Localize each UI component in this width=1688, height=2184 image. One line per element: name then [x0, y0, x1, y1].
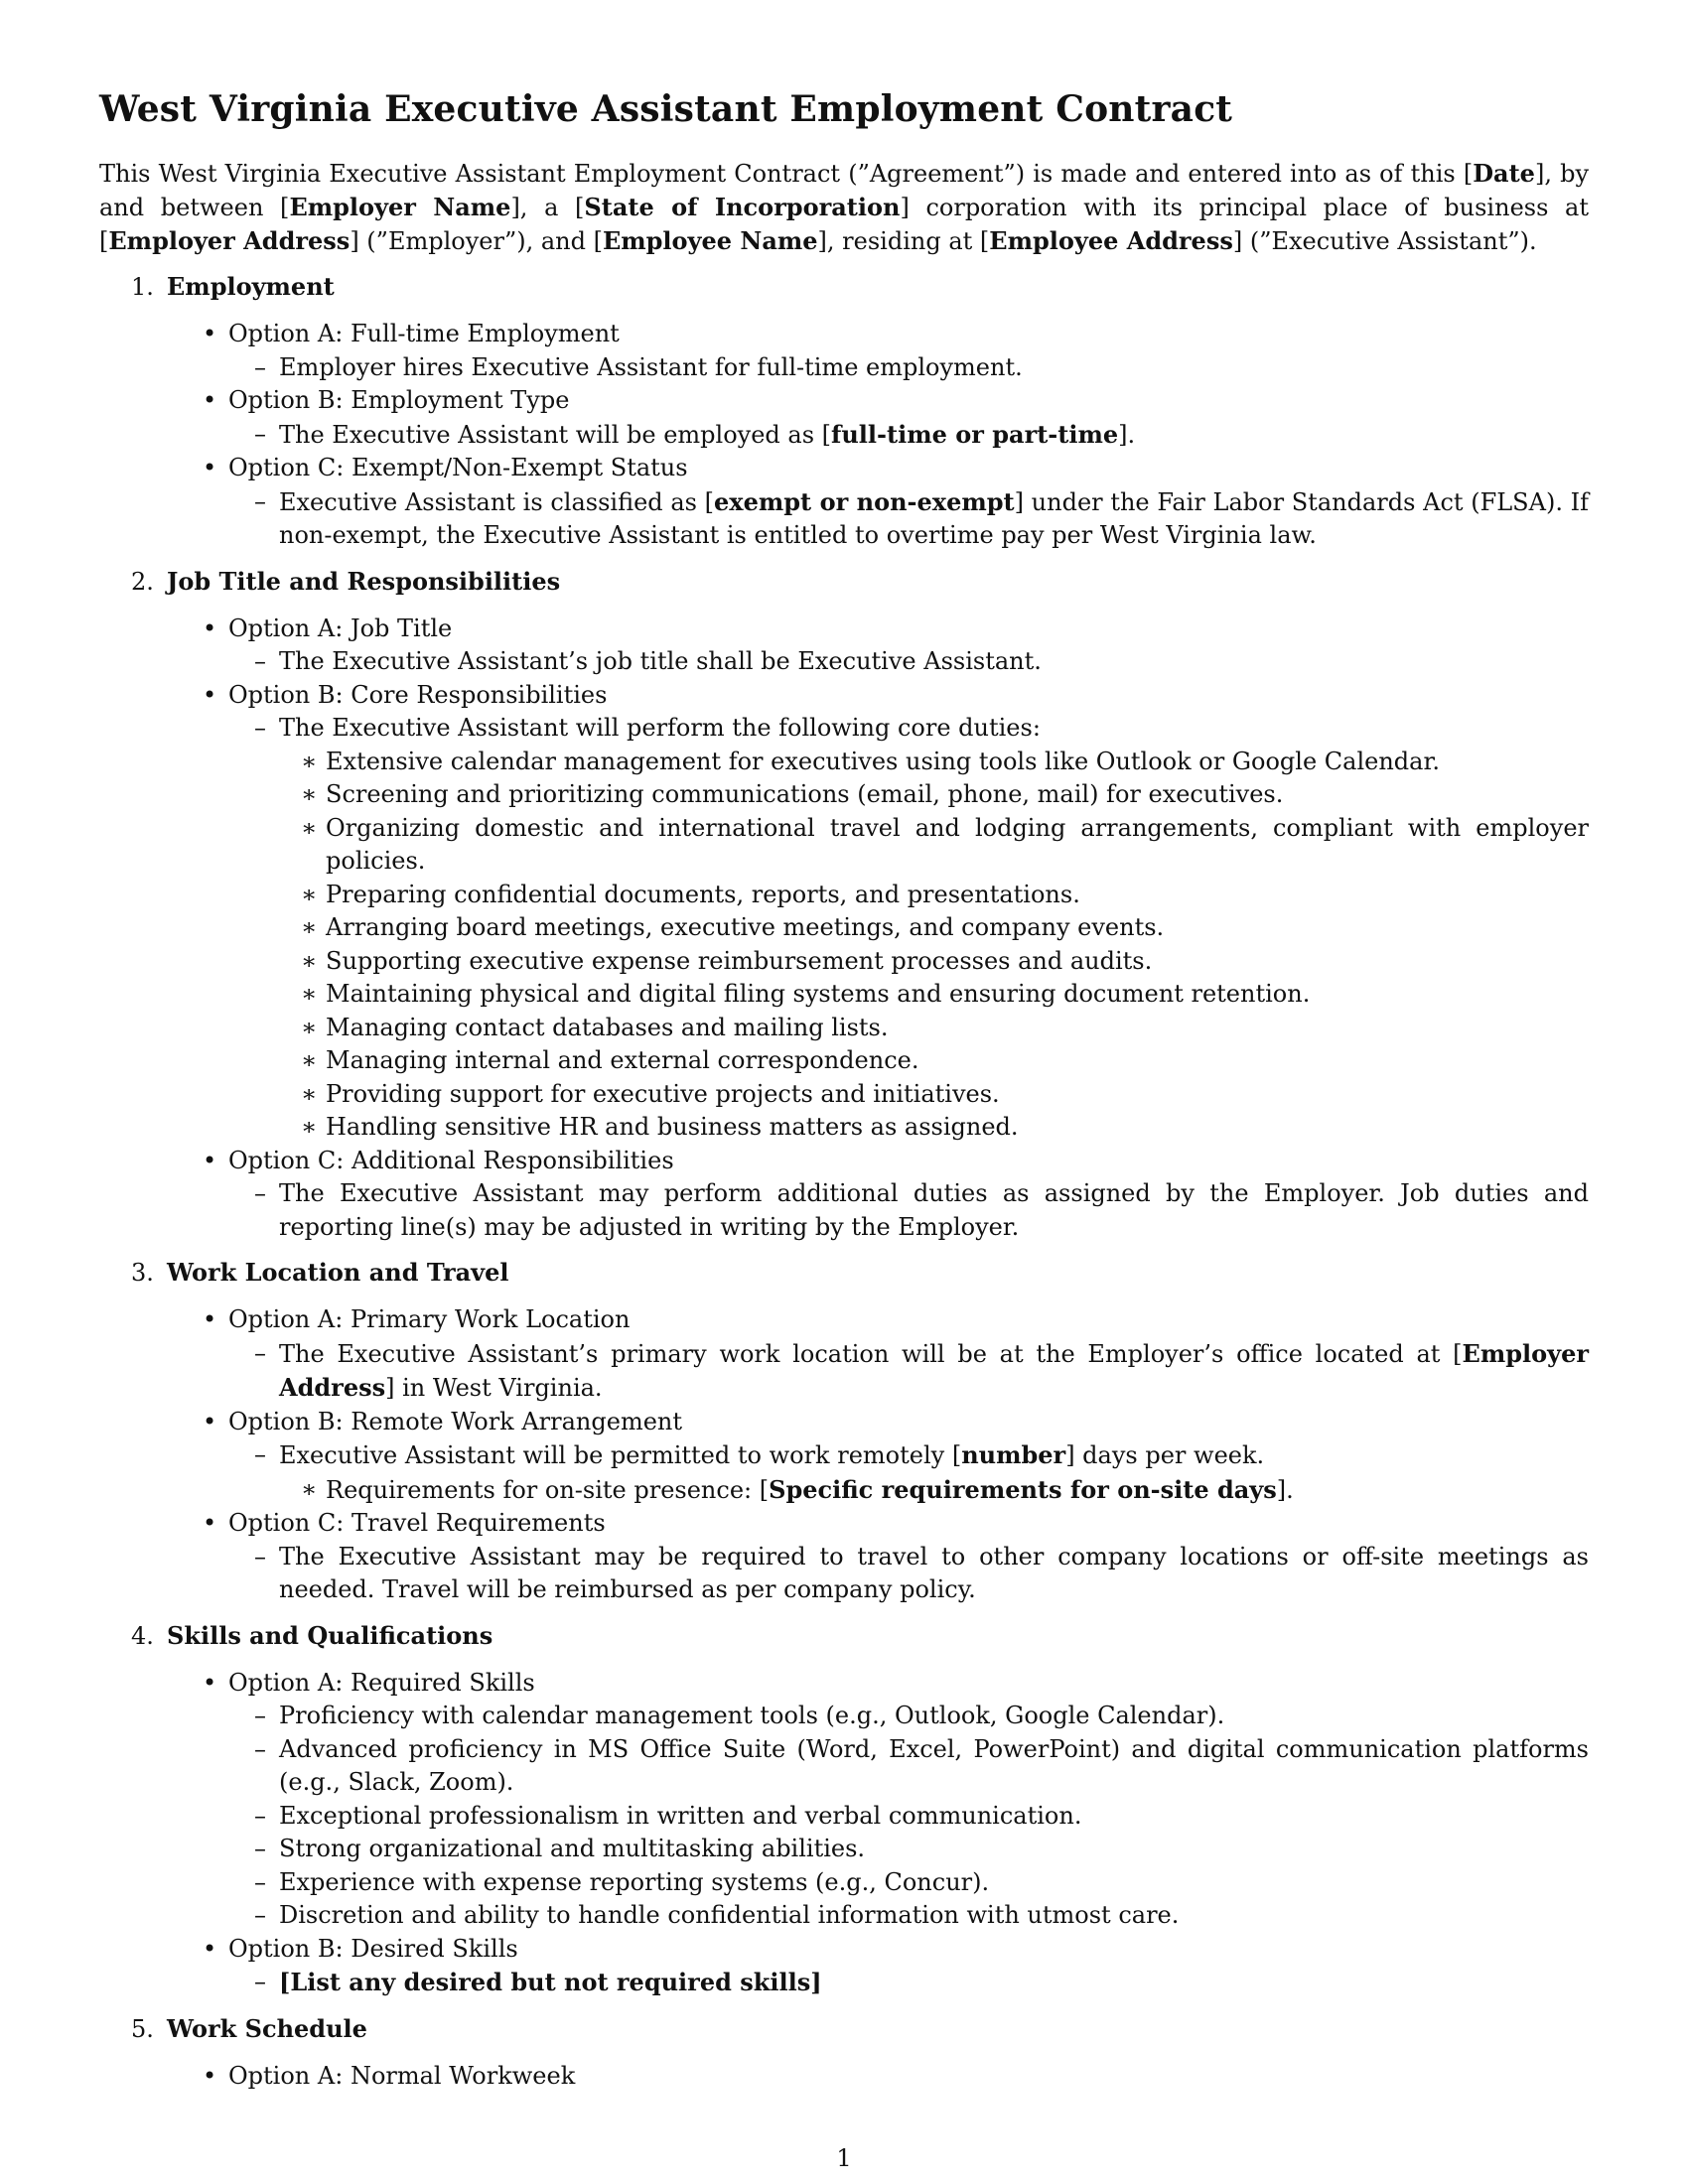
intro-paragraph: [99, 157, 1589, 258]
state-placeholder: State of Incorporation: [584, 193, 901, 221]
clause-text: ].: [1118, 420, 1136, 449]
placeholder-field: Specific requirements for on-site days: [769, 1474, 1277, 1504]
section-title: Work Location and Travel: [167, 1258, 509, 1287]
sections-list: [99, 270, 1589, 2093]
option-item: [167, 1507, 1589, 1607]
sub-clause-item: [279, 1473, 1589, 1508]
options-list: [167, 613, 1589, 1245]
option-label: Option B: Employment Type: [228, 386, 570, 414]
duty-item: ∗ Screening and prioritizing communications (email, phone, mail) for executives.: [279, 778, 1589, 812]
option-item: [167, 613, 1589, 679]
section-job-title: [99, 565, 1589, 1245]
section-heading: [131, 1619, 1589, 1653]
duties-list: [279, 746, 1589, 1145]
option-label: Option C: Travel Requirements: [228, 1509, 606, 1537]
duty-item: ∗ Preparing confidential documents, reports, and presentations.: [279, 879, 1589, 912]
clause-item: [228, 1966, 1589, 2000]
clause-text: Executive Assistant will be permitted to work remotely [: [279, 1441, 962, 1469]
skill-item: – Exceptional professionalism in written and verbal communication.: [228, 1800, 1589, 1834]
section-number: 5.: [131, 2014, 154, 2043]
section-heading: [131, 1256, 1589, 1290]
section-title: Job Title and Responsibilities: [167, 566, 561, 596]
clause-text: ] under the Fair Labor Standards Act (FLSA). If non-exempt, the Executive Assistant is entitled to overtime pay per West Virginia law.: [279, 487, 1590, 549]
option-item: [167, 2060, 1589, 2094]
skill-item: – Strong organizational and multitasking abilities.: [228, 1833, 1589, 1866]
skill-item: – Proficiency with calendar management tools (e.g., Outlook, Google Calendar).: [228, 1700, 1589, 1733]
clause-text: The Executive Assistant will perform the following core duties:: [279, 714, 1041, 742]
clause-item: – The Executive Assistant may perform additional duties as assigned by the Employer. Job duties and reporting line(s) may be adjusted in writing by the Employer.: [228, 1177, 1589, 1244]
option-label: Option B: Core Responsibilities: [228, 680, 608, 709]
section-title: Employment: [167, 272, 335, 301]
clause-text: ]: [810, 1968, 822, 1996]
section-skills: [99, 1619, 1589, 2000]
clause-item: [228, 1337, 1589, 1406]
section-number: 1.: [131, 273, 154, 301]
duty-item: ∗ Extensive calendar management for executives using tools like Outlook or Google Calendar.: [279, 746, 1589, 779]
intro-text: ] (”Executive Assistant”).: [1232, 227, 1537, 255]
duty-item: ∗ Maintaining physical and digital filing systems and ensuring document retention.: [279, 978, 1589, 1012]
options-list: [167, 1303, 1589, 1607]
clause-item: – The Executive Assistant’s job title shall be Executive Assistant.: [228, 645, 1589, 679]
page-number: 1: [836, 2144, 852, 2172]
options-list: [167, 318, 1589, 553]
section-title: Skills and Qualifications: [167, 1620, 493, 1650]
option-label: Option C: Additional Responsibilities: [228, 1146, 674, 1174]
option-item: [167, 679, 1589, 1145]
section-employment: [99, 270, 1589, 553]
section-number: 4.: [131, 1621, 154, 1650]
option-label: Option A: Full-time Employment: [228, 320, 620, 347]
option-item: [167, 1303, 1589, 1406]
duty-item: ∗ Providing support for executive projects and initiatives.: [279, 1078, 1589, 1112]
option-label: Option A: Normal Workweek: [228, 2061, 576, 2090]
intro-text: ], residing at [: [817, 227, 990, 255]
placeholder-field: List any desired but not required skills: [290, 1968, 811, 1996]
clause-item: [228, 712, 1589, 1145]
option-label: Option B: Desired Skills: [228, 1934, 518, 1963]
clause-text: ].: [1276, 1475, 1294, 1504]
option-label: Option B: Remote Work Arrangement: [228, 1407, 683, 1435]
section-work-location: [99, 1256, 1589, 1607]
placeholder-field: full-time or part-time: [831, 419, 1119, 449]
clause-text: Requirements for on-site presence: [: [326, 1475, 770, 1504]
duty-item: ∗ Arranging board meetings, executive meetings, and company events.: [279, 911, 1589, 945]
section-work-schedule: [99, 2012, 1589, 2094]
section-number: 3.: [131, 1259, 154, 1287]
clause-text: Executive Assistant is classified as [: [279, 487, 715, 516]
intro-text: This West Virginia Executive Assistant Employment Contract (”Agreement”) is made and entered into as of this [: [99, 160, 1474, 188]
skill-item: – Advanced proficiency in MS Office Suite (Word, Excel, PowerPoint) and digital communication platforms (e.g., Slack, Zoom).: [228, 1733, 1589, 1800]
skill-item: – Discretion and ability to handle confidential information with utmost care.: [228, 1899, 1589, 1933]
document-page: [99, 87, 1589, 2093]
clause-item: – Employer hires Executive Assistant for full-time employment.: [228, 351, 1589, 385]
employer-address-placeholder: Employer Address: [108, 226, 351, 255]
clause-text: [: [279, 1968, 291, 1996]
intro-text: ] corporation with its principal place of business at [: [99, 194, 1590, 255]
clause-item: [228, 1438, 1589, 1507]
duty-item: ∗ Managing contact databases and mailing lists.: [279, 1012, 1589, 1045]
section-title: Work Schedule: [167, 2013, 367, 2043]
section-heading: [131, 2012, 1589, 2046]
clause-item: [228, 485, 1589, 553]
clause-text: The Executive Assistant’s primary work location will be at the Employer’s office located at [: [279, 1339, 1463, 1368]
clause-text: ] in West Virginia.: [385, 1374, 603, 1402]
section-heading: [131, 270, 1589, 304]
intro-text: ] (”Employer”), and [: [350, 227, 603, 255]
skill-item: – Experience with expense reporting systems (e.g., Concur).: [228, 1866, 1589, 1900]
options-list: [167, 2060, 1589, 2094]
option-item: [167, 1933, 1589, 2000]
employee-name-placeholder: Employee Name: [602, 226, 818, 255]
option-label: Option A: Primary Work Location: [228, 1305, 631, 1333]
option-label: Option C: Exempt/Non-Exempt Status: [228, 454, 688, 481]
employee-address-placeholder: Employee Address: [989, 226, 1233, 255]
section-number: 2.: [131, 567, 154, 596]
option-item: [167, 1406, 1589, 1508]
clause-text: ] days per week.: [1065, 1441, 1265, 1469]
duty-item: ∗ Handling sensitive HR and business matters as assigned.: [279, 1111, 1589, 1145]
intro-text: ], by and between [: [99, 160, 1589, 221]
option-item: [167, 452, 1589, 553]
option-item: [167, 1667, 1589, 1933]
placeholder-field: number: [961, 1440, 1066, 1469]
duty-item: ∗ Managing internal and external correspondence.: [279, 1044, 1589, 1078]
clause-item: [228, 418, 1589, 453]
duty-item: ∗ Supporting executive expense reimbursement processes and audits.: [279, 945, 1589, 979]
option-item: [167, 384, 1589, 452]
clause-item: – The Executive Assistant may be required to travel to other company locations or off-site meetings as needed. Travel will be reimbursed as per company policy.: [228, 1541, 1589, 1607]
intro-text: ], a [: [510, 194, 585, 221]
option-label: Option A: Job Title: [228, 614, 453, 642]
date-placeholder: Date: [1473, 159, 1535, 188]
option-item: [167, 1145, 1589, 1245]
document-title: West Virginia Executive Assistant Employment Contract: [99, 88, 1233, 130]
option-item: [167, 318, 1589, 384]
option-label: Option A: Required Skills: [228, 1668, 535, 1697]
duty-item: ∗ Organizing domestic and international travel and lodging arrangements, compliant with employer policies.: [279, 812, 1589, 879]
options-list: [167, 1667, 1589, 2000]
placeholder-field: Employer Address: [279, 1338, 1589, 1402]
clause-text: The Executive Assistant will be employed as [: [279, 420, 832, 449]
section-heading: [131, 565, 1589, 599]
placeholder-field: exempt or non-exempt: [714, 486, 1015, 516]
employer-name-placeholder: Employer Name: [289, 193, 511, 221]
